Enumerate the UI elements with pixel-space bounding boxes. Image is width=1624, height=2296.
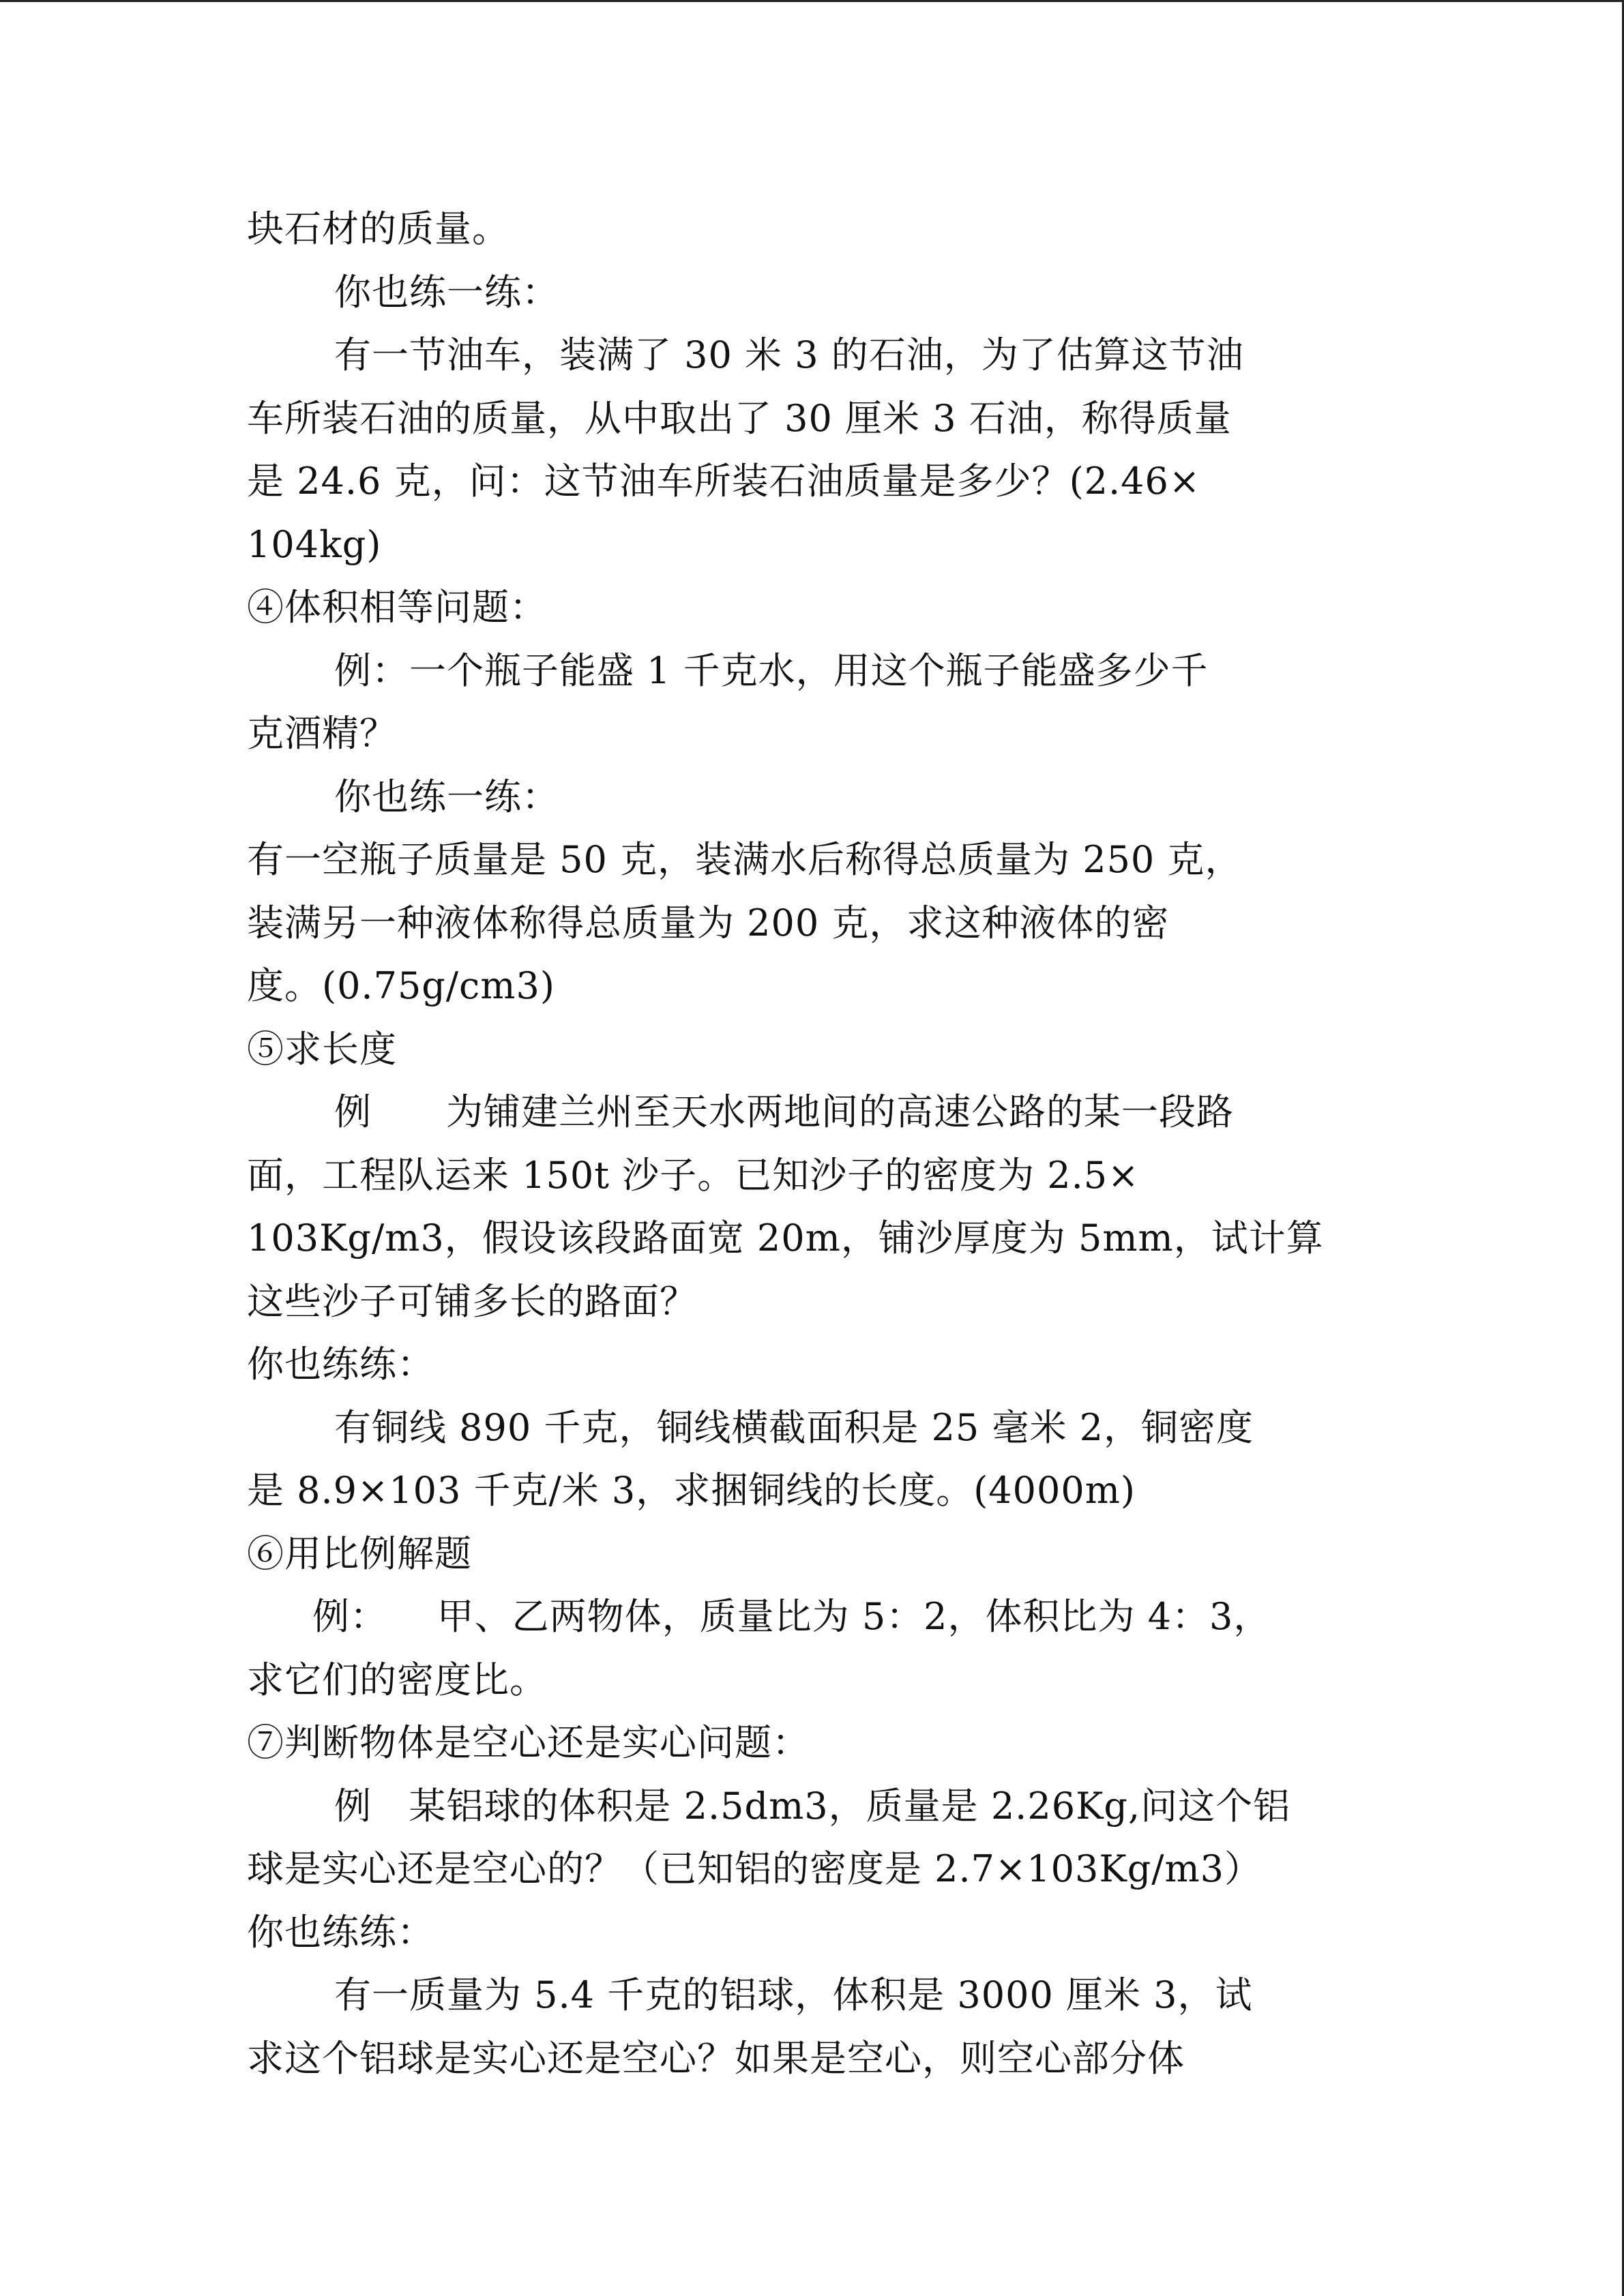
exercise-heading: 你也练练： xyxy=(247,1343,434,1386)
text-line: 度。(0.75g/cm3) xyxy=(247,964,555,1007)
section-heading-5: ⑤求长度 xyxy=(247,1027,397,1071)
text-line: 求这个铝球是实心还是空心？如果是空心，则空心部分体 xyxy=(247,2036,1185,2080)
text-line: 104kg) xyxy=(247,522,382,566)
example-line: 例 某铝球的体积是 2.5dm3，质量是 2.26Kg,问这个铝 xyxy=(334,1784,1291,1828)
example-line: 例：一个瓶子能盛 1 千克水，用这个瓶子能盛多少千 xyxy=(334,648,1209,692)
text-line: 块石材的质量。 xyxy=(247,207,510,250)
text-line: 克酒精？ xyxy=(247,712,397,755)
text-line: 103Kg/m3，假设该段路面宽 20m，铺沙厚度为 5mm，试计算 xyxy=(247,1217,1324,1259)
text-line: 面，工程队运来 150t 沙子。已知沙子的密度为 2.5× xyxy=(247,1153,1140,1197)
text-line: 这些沙子可铺多长的路面？ xyxy=(247,1279,697,1323)
exercise-heading: 你也练一练： xyxy=(334,775,559,818)
example-line: 例 为铺建兰州至天水两地间的高速公路的某一段路 xyxy=(334,1090,1234,1133)
text-line: 有铜线 890 千克，铜线横截面积是 25 毫米 2，铜密度 xyxy=(334,1405,1254,1449)
page-border-top xyxy=(0,0,1624,2)
text-line: 是 24.6 克，问：这节油车所装石油质量是多少？(2.46× xyxy=(247,460,1201,503)
section-heading-6: ⑥用比例解题 xyxy=(247,1532,472,1575)
text-line: 装满另一种液体称得总质量为 200 克，求这种液体的密 xyxy=(247,901,1170,944)
text-line: 有一质量为 5.4 千克的铝球，体积是 3000 厘米 3，试 xyxy=(334,1973,1253,2016)
text-line: 是 8.9×103 千克/米 3，求捆铜线的长度。(4000m) xyxy=(247,1469,1136,1512)
text-line: 求它们的密度比。 xyxy=(247,1658,547,1701)
text-line: 车所装石油的质量，从中取出了 30 厘米 3 石油，称得质量 xyxy=(247,396,1232,440)
text-line: 球是实心还是空心的？（已知铝的密度是 2.7×103Kg/m3） xyxy=(247,1847,1263,1890)
example-line: 例： 甲、乙两物体，质量比为 5：2，体积比为 4：3， xyxy=(312,1595,1271,1638)
document-body xyxy=(247,198,1393,2090)
section-heading-7: ⑦判断物体是空心还是实心问题： xyxy=(247,1721,810,1764)
text-line: 有一空瓶子质量是 50 克，装满水后称得总质量为 250 克， xyxy=(247,838,1243,881)
exercise-heading: 你也练练： xyxy=(247,1910,434,1954)
exercise-heading: 你也练一练： xyxy=(334,270,559,314)
section-heading-4: ④体积相等问题： xyxy=(247,586,547,629)
text-line: 有一节油车，装满了 30 米 3 的石油，为了估算这节油 xyxy=(334,333,1244,376)
